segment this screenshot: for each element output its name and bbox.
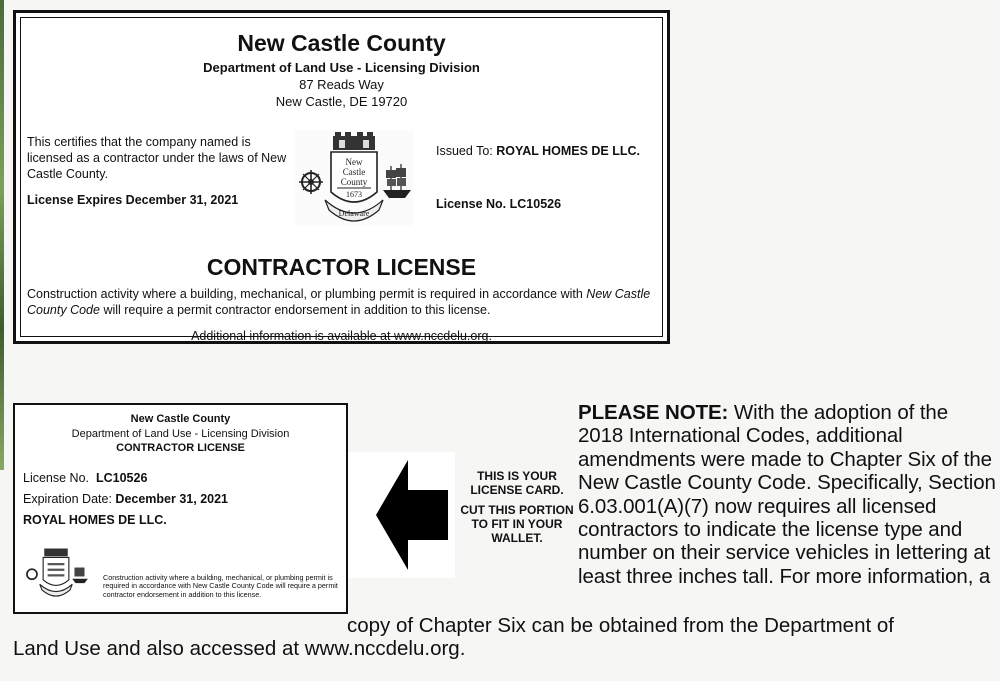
- certificate-license-number: License No. LC10526: [436, 197, 562, 211]
- certificate-inner-border: [20, 17, 663, 343]
- cut-instructions: [458, 469, 576, 545]
- seal-text-new: New: [345, 157, 363, 167]
- certify-statement: This certifies that the company named is licensed as a contractor under the laws of New Castle County.: [27, 135, 287, 181]
- wallet-fine-print: Construction activity where a building, mechanical, or plumbing permit is required in accordance with New Castle County Code will require a permit contractor endorsement in addition to this license.: [103, 573, 338, 599]
- construction-notice: Construction activity where a building, mechanical, or plumbing permit is required in accordance with New Castle County Code will require a permit contractor endorsement in addition to this license.: [27, 287, 651, 317]
- arrow-left-icon: [348, 452, 455, 578]
- please-note-label: PLEASE NOTE:: [578, 401, 729, 424]
- certificate-address-line1: 87 Reads Way: [299, 77, 384, 92]
- left-edge-strip: [0, 0, 4, 470]
- cut-instruction-line1: THIS IS YOUR LICENSE CARD.: [470, 469, 564, 497]
- please-note-continued-2: Land Use and also accessed at www.nccdelu.org.: [13, 637, 466, 660]
- please-note-continued-1: copy of Chapter Six can be obtained from the Department of: [347, 614, 894, 637]
- issued-to-company: ROYAL HOMES DE LLC.: [496, 144, 641, 158]
- license-expiration: License Expires December 31, 2021: [27, 193, 239, 207]
- wallet-license-number: License No. LC10526: [23, 471, 148, 485]
- wallet-expiration: Expiration Date: December 31, 2021: [23, 492, 229, 506]
- certificate-address-line2: New Castle, DE 19720: [275, 94, 408, 109]
- seal-text-state: Delaware: [338, 209, 370, 218]
- county-seal-icon: [295, 130, 413, 226]
- contractor-license-certificate: [13, 10, 670, 344]
- additional-info: Additional information is available at www.nccdelu.org.: [191, 329, 492, 343]
- wallet-company: ROYAL HOMES DE LLC.: [23, 513, 167, 527]
- wallet-county: New Castle County: [130, 413, 231, 425]
- wallet-license-card: [13, 403, 348, 614]
- certificate-county-title: New Castle County: [237, 30, 446, 56]
- certificate-department: Department of Land Use - Licensing Division: [203, 60, 480, 75]
- please-note-paragraph: [578, 401, 996, 588]
- contractor-license-title: CONTRACTOR LICENSE: [206, 254, 477, 280]
- cut-instruction-line2: CUT THIS PORTION TO FIT IN YOUR WALLET.: [460, 503, 574, 545]
- seal-text-castle: Castle: [342, 167, 366, 177]
- please-note-text: With the adoption of the 2018 International Codes, additional amendments were made to Chapter Six of the New Castle County Code. Specifically, Section 6.03.001(A)(7) now requires all licensed contractors to indicate the license type and number on their service vehicles in lettering at least three inches tall. For more information, a: [578, 401, 996, 588]
- wallet-seal-icon: [23, 545, 89, 599]
- seal-text-county: County: [340, 177, 368, 187]
- issued-to: [436, 144, 640, 158]
- seal-text-year: 1673: [346, 190, 362, 199]
- wallet-title: CONTRACTOR LICENSE: [116, 442, 245, 454]
- code-reference: New Castle County Code: [27, 287, 651, 317]
- issued-to-label: Issued To:: [436, 144, 493, 158]
- wallet-department: Department of Land Use - Licensing Division: [71, 428, 290, 440]
